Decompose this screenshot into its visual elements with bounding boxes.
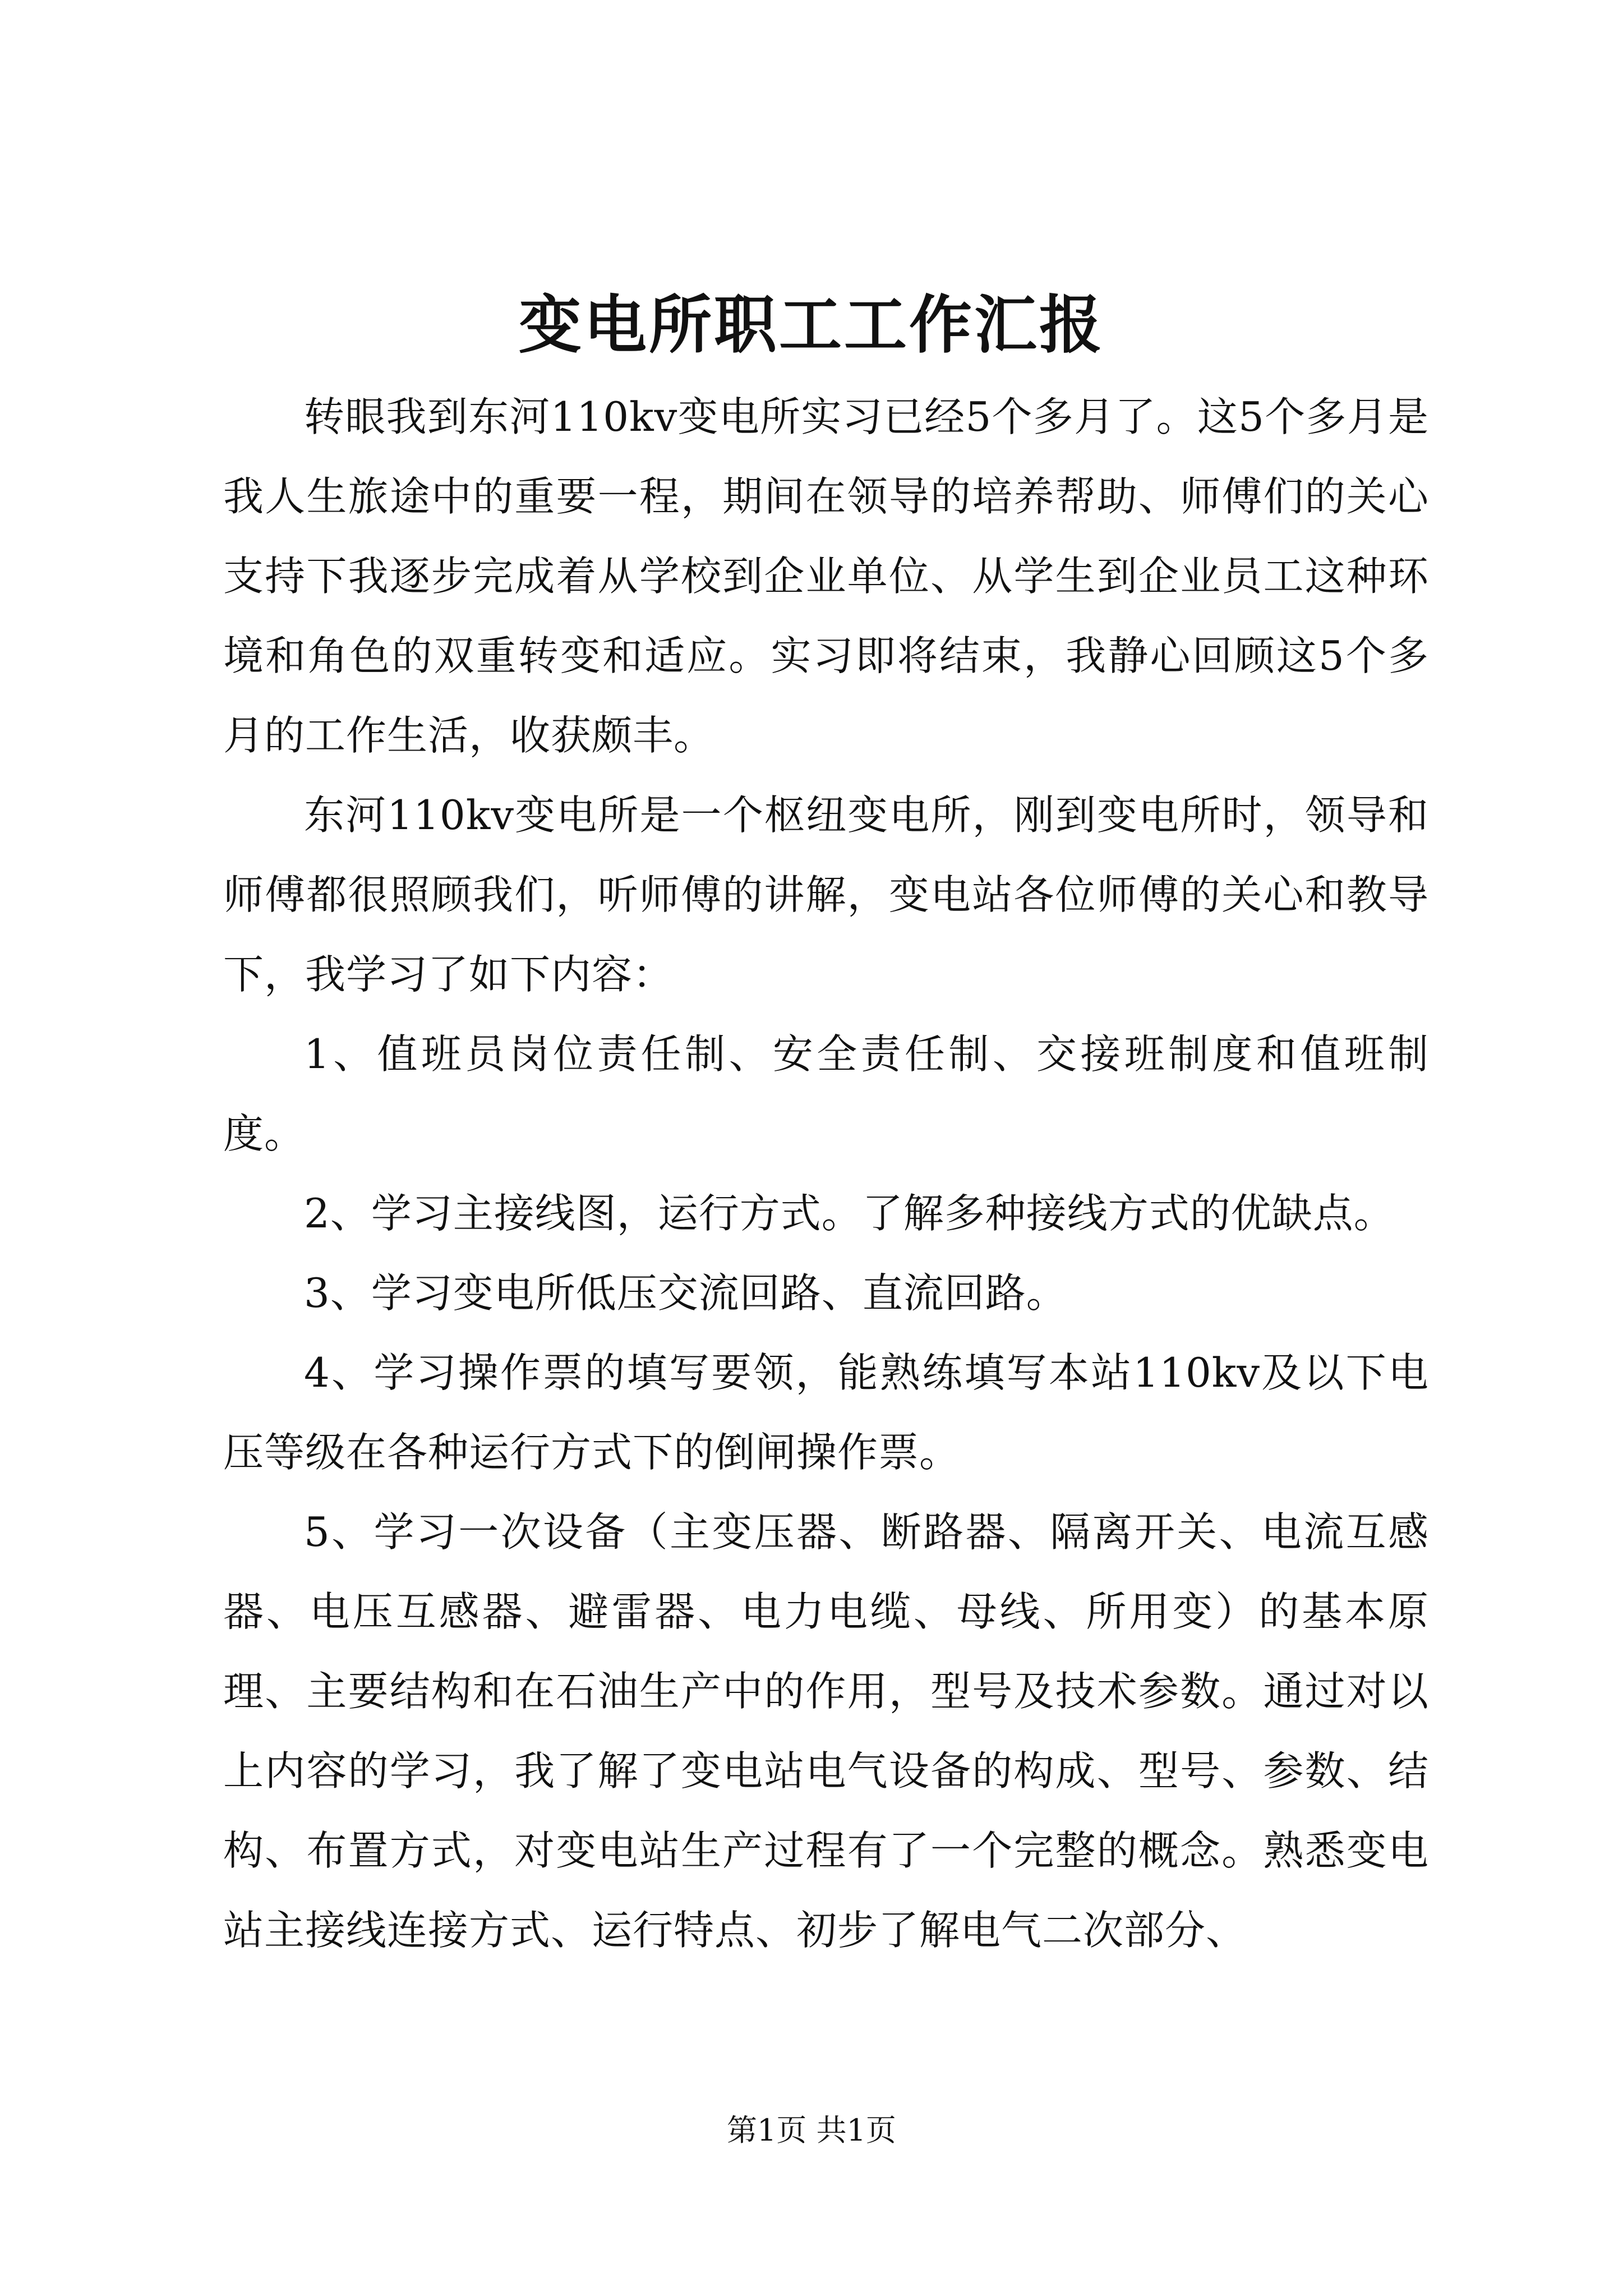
page-footer: 第1页 共1页 bbox=[727, 2113, 896, 2148]
document-title: 变电所职工工作汇报 bbox=[519, 288, 1104, 362]
list-item-5: 5、学习一次设备（主变压器、断路器、隔离开关、电流互感器、电压互感器、避雷器、电力电缆、母线、所用变）的基本原理、主要结构和在石油生产中的作用，型号及技术参数。通过对以上内容的学习，我了解了变电站电气设备的构成、型号、参数、结构、布置方式，对变电站生产过程有了一个完整的概念。熟悉变电站主接线连接方式、运行特点、初步了解电气二次部分、 bbox=[223, 1508, 1429, 1954]
list-item-3: 3、学习变电所低压交流回路、直流回路。 bbox=[304, 1269, 1067, 1317]
list-item-2: 2、学习主接线图，运行方式。了解多种接线方式的优缺点。 bbox=[304, 1190, 1395, 1237]
list-item-4: 4、学习操作票的填写要领，能熟练填写本站110kv及以下电压等级在各种运行方式下的倒闸操作票。 bbox=[223, 1349, 1429, 1476]
paragraph-intro: 转眼我到东河110kv变电所实习已经5个多月了。这5个多月是我人生旅途中的重要一程，期间在领导的培养帮助、师傅们的关心支持下我逐步完成着从学校到企业单位、从学生到企业员工这种环境和角色的双重转变和适应。实习即将结束，我静心回顾这5个多月的工作生活，收获颇丰。 bbox=[223, 393, 1429, 759]
paragraph-learning-overview: 东河110kv变电所是一个枢纽变电所，刚到变电所时，领导和师傅都很照顾我们，听师傅的讲解，变电站各位师傅的关心和教导下，我学习了如下内容： bbox=[223, 792, 1429, 998]
document-body bbox=[223, 377, 1429, 1970]
list-item-1: 1、值班员岗位责任制、安全责任制、交接班制度和值班制度。 bbox=[223, 1030, 1429, 1157]
